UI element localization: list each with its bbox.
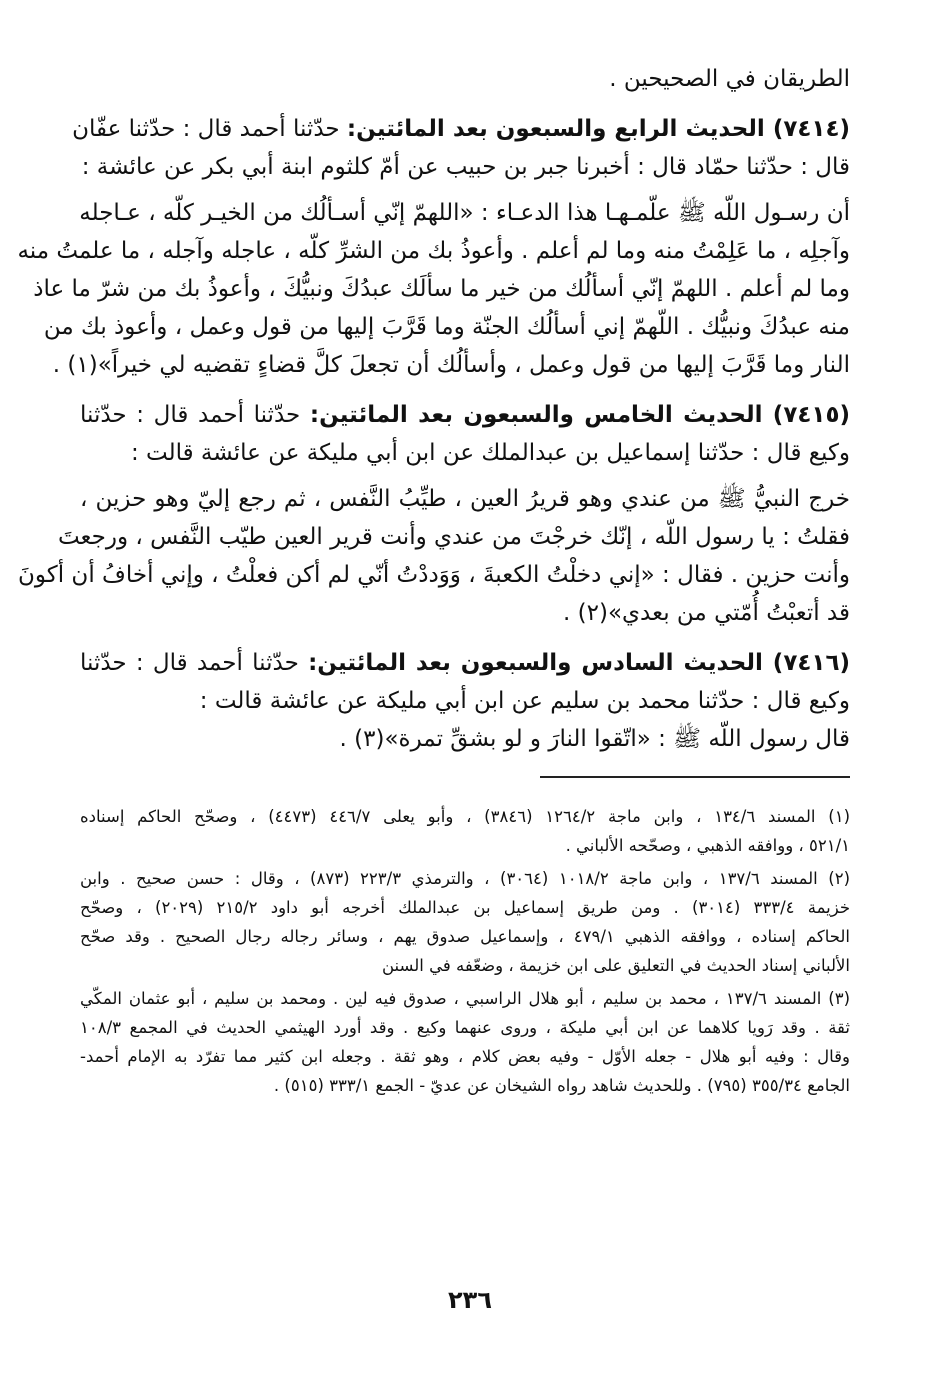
hadith-chain-start: حدّثنا أحمد قال : حدّثنا (80, 650, 309, 676)
hadith-chain: وكيع قال : حدّثنا محمد بن سليم عن ابن أبي مليكة عن عائشة قالت : (199, 688, 850, 714)
hadith-text-line: النار وما قَرَّبَ إليها من قول وعمل ، وأسألُك أن تجعلَ كلَّ قضاءٍ تقضيه لي خيراً»(١) . (52, 352, 850, 378)
hadith-text-line: قد أتعبْتُ أُمّتي من بعدي»(٢) . (563, 600, 850, 626)
hadith-text-line: فقلتُ : يا رسول اللّه ، إنّك خرجْتَ من عندي وأنت قرير العين طيّب النَّفس ، ورجعتَ (57, 524, 850, 550)
hadith-title: (٧٤١٥) الحديث الخامس والسبعون بعد المائتين: (309, 402, 850, 428)
footnote-2 (80, 864, 850, 980)
hadith-chain-start: حدّثنا أحمد قال : حدّثنا (80, 402, 310, 428)
footnote-line: وقال : وفيه أبو هلال - جعله الأوّل - وفيه بعض كلام ، وهو ثقة . وجعله ابن كثير مما تفرّد به الإمام أحمد- (80, 1047, 850, 1066)
hadith-chain: قال : حدّثنا حمّاد قال : أخبرنا جبر بن حبيب عن أمّ كلثوم ابنة أبي بكر عن عائشة : (81, 154, 850, 180)
footnote-line: (١) المسند ١٣٤/٦ ، وابن ماجة ١٢٦٤/٢ (٣٨٤٦) ، وأبو يعلى ٤٤٦/٧ (٤٤٧٣) ، وصحّح الحاكم إسناده (80, 807, 851, 826)
footnote-line: ٥٢١/١ ، ووافقه الذهبي ، وصحّحه الألباني . (565, 836, 850, 855)
footnote-1 (80, 802, 850, 860)
footnote-divider (540, 776, 850, 778)
page-number: ٢٣٦ (448, 1286, 492, 1314)
footnote-line: (٢) المسند ١٣٧/٦ ، وابن ماجة ١٠١٨/٢ (٣٠٦٤) ، والترمذي ٢٢٣/٣ (٨٧٣) ، وقال : حسن صحيح . وابن (80, 869, 850, 888)
hadith-text-line: أن رسـول اللّه ﷺ علّمـهـا هذا الدعـاء : «اللهمّ إنّي أسـألُك من الخيـر كلّه ، عـاجله (79, 200, 850, 226)
hadith-heading-7415 (80, 396, 850, 434)
hadith-title: (٧٤١٤) الحديث الرابع والسبعون بعد المائتين: (346, 116, 850, 142)
hadith-heading-7414 (72, 110, 850, 148)
footnote-line: الألباني إسناد الحديث في التعليق على ابن خزيمة ، وضعّفه في السنن (382, 956, 850, 975)
hadith-text-line: خرج النبيُّ ﷺ من عندي وهو قريرُ العين ، طيِّبُ النَّفس ، ثم رجع إليّ وهو حزين ، (80, 486, 850, 512)
footnote-3 (80, 984, 850, 1100)
footnote-line: الجامع ٣٥٥/٣٤ (٧٩٥) . وللحديث شاهد رواه الشيخان عن عديّ - الجمع ٣٣٣/١ (٥١٥) . (273, 1076, 850, 1095)
footnote-line: (٣) المسند ١٣٧/٦ ، محمد بن سليم ، أبو هلال الراسبي ، صدوق فيه لين . ومحمد بن سليم ، أبو عثمان المكّي (80, 989, 850, 1008)
hadith-chain-start: حدّثنا أحمد قال : حدّثنا عفّان (72, 116, 347, 142)
hadith-text-line: وما لم أعلم . اللهمّ إنّي أسألُك من خير ما سألَك عبدُكَ ونبيُّكَ ، وأعوذُ بك من شرّ ما عاذ (33, 276, 850, 302)
hadith-text-line: منه عبدُكَ ونبيُّك . اللّهمّ إني أسألُك الجنّة وما قَرَّبَ إليها من قول وعمل ، وأعوذ بك من (43, 314, 850, 340)
footnote-line: الحاكم إسناده ، ووافقه الذهبي ٤٧٩/١ ، وإسماعيل صدوق يهم ، وسائر رجاله رجال الصحيح . وقد صحّح (80, 927, 850, 946)
hadith-title: (٧٤١٦) الحديث السادس والسبعون بعد المائتين: (308, 650, 850, 676)
hadith-chain: وكيع قال : حدّثنا إسماعيل بن عبدالملك عن ابن أبي مليكة عن عائشة قالت : (130, 440, 850, 466)
hadith-text-line: وآجلِه ، ما عَلِمْتُ منه وما لم أعلم . وأعوذُ بك من الشرِّ كلّه ، عاجله وآجله ، ما علمتُ منه (17, 238, 850, 264)
footnote-line: خزيمة ٣٣٣/٤ (٣٠١٤) . ومن طريق إسماعيل بن عبدالملك أخرجه أبو داود ٢١٥/٢ (٢٠٢٩) ، وصحّح (80, 898, 851, 917)
hadith-text-line: قال رسول اللّه ﷺ : «اتّقوا النارَ و لو بشقِّ تمرة»(٣) . (339, 726, 850, 752)
hadith-text-line: وأنت حزين . فقال : «إني دخلْتُ الكعبةَ ، وَوَددْتُ أنّي لم أكن فعلْتُ ، وإني أخافُ أن أكونَ (18, 562, 850, 588)
footnote-line: ثقة . وقد رَويا كلاهما عن ابن أبي مليكة ، وروى عنهما وكيع . وقد أورد الهيثمي الحديث في المجمع ١٠٨/٣ (80, 1018, 850, 1037)
intro-line: الطريقان في الصحيحين . (609, 66, 850, 92)
hadith-heading-7416 (80, 644, 850, 682)
